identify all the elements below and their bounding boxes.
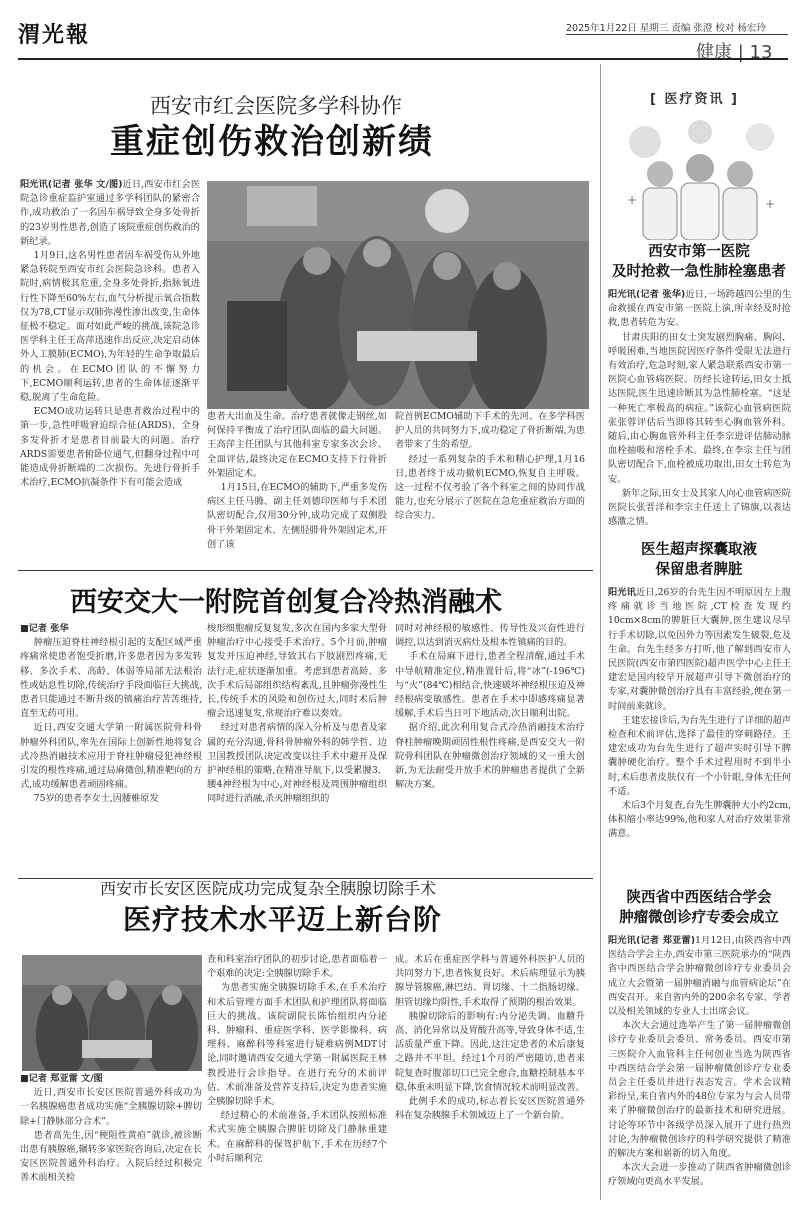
story3-paragraph: 成。术后在重症医学科与普通外科医护人员的共同努力下,患者恢复良好。术后病理显示为胰腺导管腺癌,淋巴结、胃切缘、十二指肠切缘、胆管切缘均阴性,手术取得了预期的根治效果。 <box>395 954 585 1008</box>
story3-byline: ■记者 郑亚雷 文/图 <box>20 1073 103 1084</box>
sidebar-paragraph: 本次大会通过选举产生了第一届肿瘤微创诊疗专业委员会委员、常务委员。西安市第三医院介入血管科主任何创业当选为陕西省中西医结合学会第一届肿瘤微创诊疗专业委员会主任委员并进行表态发言。学术会议精彩纷呈,来自省内外的48位专家为与会人员带来了肿瘤微创治疗的最新技术和研究进展。讨论等环节中各级学员深入展开了进行热烈讨论,为肿瘤微创诊疗的科学研究提供了精准的解决方案和崭新的切入角度。 <box>608 1020 791 1160</box>
svg-text:+: + <box>627 193 638 207</box>
sidebar-item2-title-line2: 保留患者脾脏 <box>655 562 743 578</box>
story3-paragraph: 经过精心的术前准备,手术团队按照标准术式实施全胰腺合脾脏切除及门静脉重建术。在麻醉科的保驾护航下,手术在历经7个小时后顺利完 <box>207 1110 387 1164</box>
masthead-bottom-rule <box>18 58 788 60</box>
story1-column-2 <box>207 410 387 560</box>
story3-paragraph: 此例手术的成功,标志着长安区医院普通外科在复杂胰腺手术领域迈上了一个新台阶。 <box>395 1096 585 1122</box>
sidebar-column-title <box>650 88 739 107</box>
sidebar-item3-byline: 阳光讯(记者 郑亚雷) <box>608 935 696 946</box>
story2-paragraph: 经过对患者病情的深入分析及与患者及家属的充分沟通,骨科骨肿瘤外科的韩学哲、边卫国教授团队决定改变以往手术中避开及保护神经根的策略,在精准导航下,以受累腰3、腰4神经根为中心,对神经根及周围肿瘤组织同时进行消融,杀灭肿瘤组织的 <box>207 722 387 805</box>
story1-paragraph: 1月15日,在ECMO的辅助下,严重多发伤病区主任马腾、副主任刘德印医师与手术团队密切配合,仅用30分钟,成功完成了双侧股骨干外架固定术、左侧胫腓骨外架固定术,开创了该 <box>207 482 387 550</box>
sidebar-item3-title-line2: 肿瘤微创诊疗专委会成立 <box>619 910 779 926</box>
sidebar-item1-body <box>608 288 791 534</box>
bracket-right: ] <box>724 92 739 107</box>
sidebar-paragraph: 本次大会进一步推动了陕西省肿瘤微创诊疗领域向更高水平发展。 <box>608 1162 791 1188</box>
sidebar-paragraph: 近日,26岁的台先生因不明原因左上腹疼痛就诊当地医院,CT检查发现约10cm×8cm的脾脏巨大囊肿,医生建议尽早行手术切除,以免因外力等因素发生破裂,危及生命。台先生经多方打听,他了解到西安市人民医院(西安市第四医院)超声医学中心主任王建宏是国内较早开展超声引导下微创治疗的专家,对囊肿微创治疗具有丰富经验,便在第一时间前来就诊。 <box>608 587 791 712</box>
story1-paragraph: 近日,西安市红会医院急诊重症监护室通过多学科团队的紧密合作,成功救治了一名因车祸导致全身多处骨折的23岁男性患者,创造了该院重症创伤救治的新纪录。 <box>20 179 200 247</box>
sidebar-item3-title-line1: 陕西省中西医结合学会 <box>626 890 772 906</box>
story2-byline: ■记者 张华 <box>20 623 69 634</box>
story1-paragraph: 1月9日,这名男性患者因车祸受伤从外地紧急转院至西安市红会医院急诊科。患者入院时,病情极其危重,全身多处骨折,指脉氧进行性下降至60%左右,血气分析提示氧合指数仅为78,CT显示双肺弥漫性渗出改变,生命体征极不稳定。面对如此严峻的挑战,该院急诊医学科主任王高萍迅速作出反应,决定启动体外人工膜肺(ECMO),为年轻的生命争取最后的机会。在ECMO团队的不懈努力下,ECMO顺利运转,患者的生命体征逐渐平稳,脱离了生命危险。 <box>20 250 200 404</box>
story1-bottom-rule <box>18 570 593 571</box>
sidebar-item1-byline: 阳光讯(记者 张华) <box>608 289 686 300</box>
sidebar-paragraph: 近日,一场跨越四公里的生命救援在西安市第一医院上演,所幸经及时抢救,患者转危为安。 <box>608 289 791 329</box>
masthead-rule <box>566 34 788 35</box>
story2-column-1 <box>20 622 202 874</box>
story1-byline: 阳光讯(记者 张华 文/图) <box>20 179 123 190</box>
sidebar-paragraph: 新年之际,田女士及其家人向心血管病医院医院长张晋洋和李宗主任送上了锦旗,以表达感激之情。 <box>608 487 791 528</box>
story3-paragraph: 胰腺切除后的影响有:内分泌失调、血糖升高、消化异常以及胃酸升高等,导致身体不适,生活质量严重下降。因此,这注定患者的术后康复之路并不平坦。经过1个月的严密随访,患者来院复查时腹部切口已完全愈合,血糖控制基本平稳,体重未明显下降,饮食情况较术前明显改善。 <box>395 1010 585 1093</box>
sidebar-item1-title-line2: 及时抢救一急性肺栓塞患者 <box>612 264 786 280</box>
doctors-illustration <box>615 112 785 240</box>
svg-text:+: + <box>765 197 776 211</box>
story3-column-2 <box>207 953 387 1197</box>
story2-column-2 <box>207 622 387 874</box>
story1-kicker: 西安市红会医院多学科协作 <box>150 94 402 118</box>
story2-column-3 <box>395 622 585 874</box>
story2-paragraph: 梭形细胞瘤反复复发,多次在国内多家大型骨肿瘤治疗中心接受手术治疗。5个月前,肿瘤复发并压迫神经,导致其右下肢剧烈疼痛,无法行走,症状逐渐加重。考虑到患者高龄、多次手术后局部组织结构紊乱,且肿瘤弥漫性生长,传统手术的风险和创伤过大,同时术后肿瘤会迅速复发,常规治疗难以奏效。 <box>207 623 387 720</box>
story1-paragraph: 院首例ECMO辅助下手术的先河。在多学科医护人员的共同努力下,成功稳定了骨折断端,为患者带来了生的希望。 <box>395 411 585 451</box>
story3-column-3 <box>395 953 585 1197</box>
story3-paragraph: 查和科室治疗团队的初步讨论,患者面临着一个艰难的决定:全胰腺切除手术。 <box>207 954 387 980</box>
sidebar-paragraph: 术后3个月复查,台先生脾囊肿大小约2cm,体积缩小率达99%,他和家人对治疗效果非常满意。 <box>608 800 791 840</box>
story2-paragraph: 75岁的患者李女士,因腰椎原发 <box>33 793 159 805</box>
sidebar-item2-body <box>608 586 791 886</box>
story1-headline: 重症创伤救治创新绩 <box>110 122 434 162</box>
story3-column-1 <box>20 1072 202 1197</box>
story2-paragraph: 同时对神经根的敏感性、传导性及兴奋性进行调控,以达到消灭病灶及根本性镇痛的目的。 <box>395 623 585 649</box>
story3-kicker: 西安市长安区医院成功完成复杂全胰腺切除手术 <box>100 879 437 898</box>
story1-paragraph: 经过一系列复杂的手术和精心护理,1月16日,患者终于成功撤机ECMO,恢复自主呼吸。这一过程不仅考验了各个科室之间的协同作战能力,也充分展示了医院在急危重症救治方面的综合实力。 <box>395 453 585 522</box>
story3-surgery-photo <box>22 955 202 1071</box>
story2-headline: 西安交大一附院首创复合冷热消融术 <box>70 587 502 618</box>
story3-paragraph: 为患者实施全胰腺切除手术,在手术治疗和术后管理方面手术团队和护理团队将面临巨大的挑战。该院副院长陈怡组织内分泌科、肿瘤科、重症医学科、医学影像科、病理科、麻醉科等科室进行疑难病例MDT讨论,同时邀请西安交通大学第一附属医院王林教授进行会诊指导。在进行充分的术前评估、术前准备及营养支持后,决定为患者实施全胰腺切除手术。 <box>207 982 387 1108</box>
sidebar-item2-title <box>604 540 794 580</box>
story2-paragraph: 肿瘤压迫脊柱神经根引起的支配区域严重疼痛常使患者饱受折磨,许多患者因为多发转移、多次手术、高龄、体弱等局部无法根治性或姑息性切除,传统治疗手段面临巨大挑战,患者只能通过不断升级的镇痛治疗苦苦维持,直至无药可用。 <box>20 637 202 720</box>
sidebar-item3-title <box>604 888 794 928</box>
story3-paragraph: 患者高先生,因“梗阻性黄疸”就诊,被诊断出患有胰腺癌,辗转多家医院咨询后,决定在长安区医院普通外科治疗。入院后经过积极完善术前相关检 <box>20 1129 202 1184</box>
story1-column-1 <box>20 178 200 566</box>
sidebar-item1-title-line1: 西安市第一医院 <box>648 244 750 260</box>
story1-paragraph: 患者大出血及生命。治疗患者就像走钢丝,如何保持平衡成了治疗团队面临的最大问题。王高萍主任团队与其他科室专家多次会诊、全面评估,最终决定在ECMO支持下行骨折外架固定术。 <box>207 411 387 479</box>
story2-paragraph: 手术在局麻下进行,患者全程清醒,通过手术中导航精准定位,精准置针后,将“冰”(-196℃)与“火”(84℃)相结合,快速破坏神经根压迫及神经根病变敏感性。患者在手术中即感疼痛显著缓解,手术后当日可下地活动,次日顺利出院。 <box>395 651 585 720</box>
story3-paragraph: 近日,西安市长安区医院普通外科成功为一名胰腺癌患者成功实施“全胰腺切除+脾切除+门静脉部分合术”。 <box>20 1087 202 1127</box>
sidebar-item3-body <box>608 934 791 1198</box>
section-label <box>696 38 772 64</box>
page-number: 13 <box>749 42 773 63</box>
sidebar-paragraph: 王建宏接诊后,为台先生进行了详细的超声检查和术前评估,选择了最佳的穿刺路径。王建宏成功为台先生进行了超声实时引导下脾囊肿硬化治疗。整个手术过程用时不到半小时,术后患者皮肤仅有一个小针眼,身体无任何不适。 <box>608 714 791 797</box>
masthead-date-line: 2025年1月22日 星期三 责编 张澄 校对 杨宏玲 <box>566 23 766 34</box>
section-name: 健康 <box>696 42 732 63</box>
sidebar-divider <box>600 64 601 1200</box>
column-title-text: 医疗资讯 <box>664 92 725 107</box>
story1-column-3 <box>395 410 585 560</box>
bracket-left: [ <box>650 92 665 107</box>
sidebar-paragraph: 1月12日,由陕西省中西医结合学会主办,西安市第三医院承办的“陕西省中西医结合学会肿瘤微创诊疗专业委员会成立大会暨第一届肿瘤消融与血管病论坛”在西安召开。来自省内外的200余名专家、学者以及相关领域的专业人士出席会议。 <box>608 935 791 1018</box>
section-divider: | <box>732 42 750 63</box>
sidebar-paragraph: 甘肃庆阳的田女士突发剧烈胸痛、胸闷、呼吸困难,当地医院因医疗条件受限无法进行有效治疗,危急时刻,家人紧急联系西安市第一医院心血管病医院。历经长途转运,田女士抵达医院,医生迅速诊断其为急性肺栓塞。“这是一种死亡率极高的病症。”该院心血管病医院张张蓉评估后当即将其转至心胸血管外科。随后,由心胸血管外科主任李宗进评估肺动脉血栓抽吸和溶栓手术。最终,在李宗主任与团队密切配合下,血栓被成功取出,田女士转危为安。 <box>608 331 791 485</box>
story2-paragraph: 据介绍,此次利用复合式冷热消融技术治疗脊柱肿瘤晚期顽固性根性疼痛,是西安交大一附院骨科团队在肿瘤微创治疗领域的又一重大创新,为无法耐受开放手术的肿瘤患者提供了全新解决方案。 <box>395 722 585 791</box>
story2-paragraph: 近日,西安交通大学第一附属医院骨科骨肿瘤外科团队,率先在国际上创新性地将复合式冷热消融技术应用于脊柱肿瘤侵犯神经根引发的根性疼痛,通过局麻微创,精准靶向的方式,成功缓解患者顽固疼痛。 <box>20 722 202 791</box>
sidebar-item2-title-line1: 医生超声探囊取液 <box>641 542 757 558</box>
sidebar-item1-title <box>604 242 794 282</box>
masthead-logo: 渭光報 <box>18 22 91 48</box>
sidebar-item2-byline: 阳光讯 <box>608 587 637 598</box>
story3-headline: 医疗技术水平迈上新台阶 <box>123 903 443 936</box>
story1-paragraph: ECMO成功运转只是患者救治过程中的第一步,急性呼吸窘迫综合征(ARDS)、全身多发骨折才是患者目前最大的问题。治疗ARDS需要患者俯卧位通气,但翻身过程中可能造成骨折断端的二次损伤。先进行骨折手术治疗,ECMO抗凝条件下有可能会造成 <box>20 406 200 489</box>
story1-surgery-photo <box>207 181 589 409</box>
